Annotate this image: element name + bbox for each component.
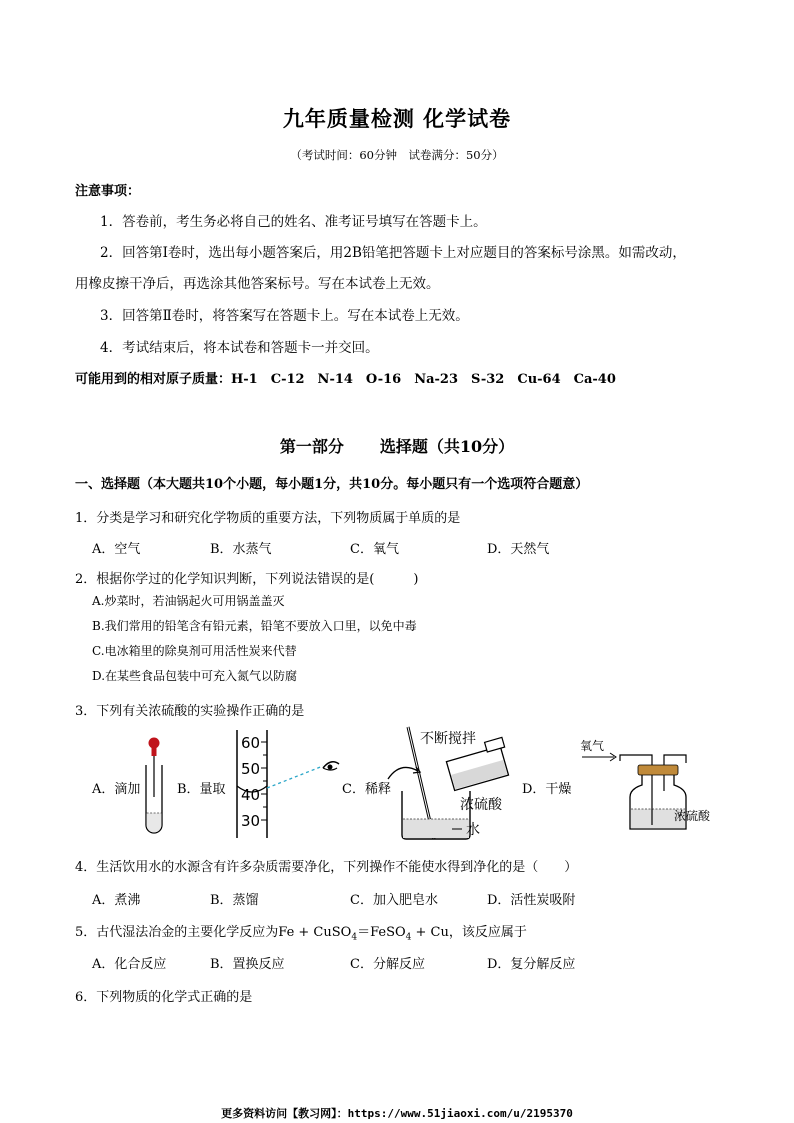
- inlet-tube: [620, 755, 652, 815]
- q6-stem: 6．下列物质的化学式正确的是: [75, 990, 253, 1005]
- q1-stem: 1．分类是学习和研究化学物质的重要方法，下列物质属于单质的是: [75, 511, 461, 526]
- atomic-masses: 可能用到的相对原子质量：H-1 C-12 N-14 O-16 Na-23 S-32 Cu-64 Ca-40: [75, 372, 616, 387]
- q2-option-a[interactable]: A.炒菜时，若油锅起火可用锅盖盖灭: [92, 594, 285, 608]
- eye-icon: [323, 762, 339, 770]
- exam-subtitle: （考试时间：60分钟 试卷满分：50分）: [290, 148, 504, 162]
- note-item-3: 3．回答第Ⅱ卷时，将答案写在答题卡上。写在本试卷上无效。: [100, 308, 469, 324]
- section-instruction: 一、选择题（本大题共10个小题，每小题1分，共10分。每小题只有一个选项符合题意）: [75, 477, 589, 492]
- q1-option-b[interactable]: B．水蒸气: [210, 542, 272, 557]
- cylinder-ticks: [261, 742, 267, 820]
- note-item-2-cont: 用橡皮擦干净后，再选涂其他答案标号。写在本试卷上无效。: [75, 276, 440, 292]
- q4-option-a[interactable]: A．煮沸: [92, 893, 141, 908]
- section-heading: [0, 434, 794, 457]
- footer-link[interactable]: 更多资料访问【教习网】：https://www.51jiaoxi.com/u/2195370: [221, 1107, 573, 1120]
- gas-label: 氧气: [580, 739, 605, 753]
- q5-option-b[interactable]: B．置换反应: [210, 957, 285, 972]
- q1-option-a[interactable]: A．空气: [92, 542, 141, 557]
- q5-sub-1: 4: [351, 932, 358, 943]
- q5-stem: [75, 921, 527, 943]
- q2-stem: 2．根据你学过的化学知识判断，下列说法错误的是( ): [75, 572, 419, 587]
- q2-option-c[interactable]: C.电冰箱里的除臭剂可用活性炭来代替: [92, 644, 297, 658]
- q1-option-c[interactable]: C．氧气: [350, 542, 399, 557]
- q3-option-b[interactable]: B．量取: [177, 782, 226, 797]
- q4-stem: 4．生活饮用水的水源含有许多杂质需要净化，下列操作不能使水得到净化的是（ ）: [75, 860, 578, 875]
- q5-stem-prefix: 5．古代湿法冶金的主要化学反应为Fe + CuSO: [75, 925, 352, 940]
- bottle-stopper: [638, 765, 678, 775]
- graduated-cylinder-figure: [225, 728, 345, 840]
- q5-stem-mid: ＝FeSO: [357, 925, 406, 940]
- cylinder-tick-60: 60: [241, 734, 261, 752]
- q3-stem: 3．下列有关浓硫酸的实验操作正确的是: [75, 704, 305, 719]
- stir-label: 不断搅拌: [420, 731, 476, 747]
- notes-heading: 注意事项：: [75, 184, 141, 199]
- q5-option-a[interactable]: A．化合反应: [92, 957, 167, 972]
- q5-stem-suffix: + Cu，该反应属于: [411, 925, 527, 940]
- q5-option-d[interactable]: D．复分解反应: [487, 957, 576, 972]
- q2-option-d[interactable]: D.在某些食品包装中可充入氮气以防腐: [92, 669, 298, 683]
- q4-option-b[interactable]: B．蒸馏: [210, 893, 259, 908]
- test-tube-liquid: [147, 813, 162, 832]
- cylinder-tick-50: 50: [241, 760, 261, 778]
- note-item-4: 4．考试结束后，将本试卷和答题卡一并交回。: [100, 340, 379, 356]
- q5-option-c[interactable]: C．分解反应: [350, 957, 425, 972]
- water-label: 水: [466, 822, 480, 838]
- q2-option-b[interactable]: B.我们常用的铅笔含有铅元素，铅笔不要放入口里，以免中毒: [92, 619, 417, 633]
- section-name: 选择题（共10分）: [379, 437, 515, 456]
- section-part: 第一部分: [279, 437, 344, 456]
- acid-label: 浓硫酸: [460, 797, 502, 813]
- q4-option-d[interactable]: D．活性炭吸附: [487, 893, 576, 908]
- note-item-1: 1．答卷前，考生务必将自己的姓名、准考证号填写在答题卡上。: [100, 214, 487, 230]
- q4-option-c[interactable]: C．加入肥皂水: [350, 893, 438, 908]
- q3-option-c[interactable]: C．稀释: [342, 782, 391, 797]
- bottle-label: 浓硫酸: [674, 809, 711, 823]
- dilution-figure: [378, 723, 528, 843]
- q3-option-a[interactable]: A．滴加: [92, 782, 141, 797]
- exam-title: 九年质量检测 化学试卷: [282, 106, 512, 131]
- dropper-test-tube-figure: [140, 735, 170, 835]
- q3-option-d[interactable]: D．干燥: [522, 782, 572, 797]
- sight-line: [267, 766, 323, 788]
- q5-sub-2: 4: [405, 932, 412, 943]
- dropper-bulb: [149, 738, 160, 749]
- cylinder-tick-40: 40: [241, 786, 261, 804]
- cylinder-tick-30: 30: [241, 812, 261, 830]
- dropper-neck: [152, 747, 157, 756]
- note-item-2: 2．回答第Ⅰ卷时，选出每小题答案后，用2B铅笔把答题卡上对应题目的答案标号涂黑。如需改动，: [100, 245, 686, 261]
- q1-option-d[interactable]: D．天然气: [487, 542, 550, 557]
